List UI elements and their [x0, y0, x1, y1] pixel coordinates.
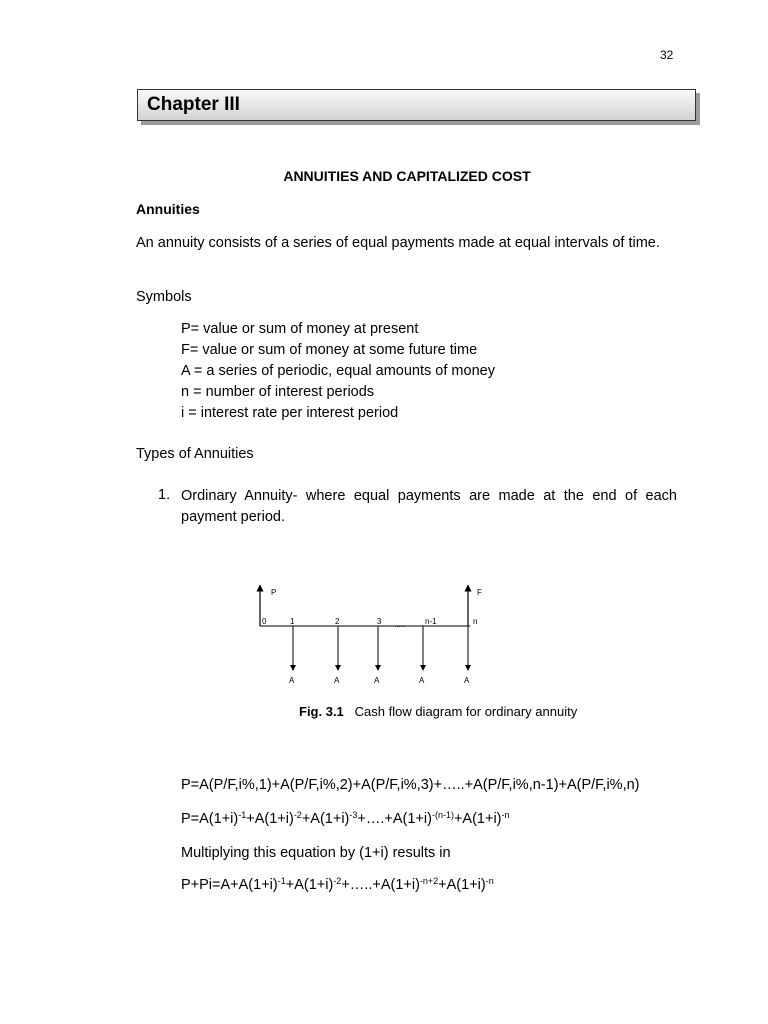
symbol-line: n = number of interest periods — [181, 384, 375, 400]
symbol-line: P= value or sum of money at present — [181, 321, 419, 337]
eq-exponent: -n — [501, 810, 510, 820]
equation-3 — [181, 877, 494, 893]
eq-term: +A(1+i) — [438, 877, 486, 893]
section-title: ANNUITIES AND CAPITALIZED COST — [283, 168, 531, 184]
figure-label: Fig. 3.1 — [299, 704, 344, 719]
period-label: n — [473, 617, 478, 626]
payment-label: A — [334, 676, 340, 685]
eq-term: P+Pi=A+A(1+i) — [181, 877, 278, 893]
symbol-line: A = a series of periodic, equal amounts of money — [181, 363, 495, 379]
equation-1: P=A(P/F,i%,1)+A(P/F,i%,2)+A(P/F,i%,3)+…..+A(P/F,i%,n-1)+A(P/F,i%,n) — [181, 777, 640, 793]
eq-term: +A(1+i) — [453, 811, 502, 827]
figure-caption-text: Cash flow diagram for ordinary annuity — [354, 704, 578, 719]
multiply-text: Multiplying this equation by (1+i) results in — [181, 845, 451, 861]
eq-exponent: -n — [485, 876, 494, 886]
eq-term: +A(1+i) — [285, 877, 334, 893]
list-item-text: Ordinary Annuity- where equal payments are made at the end of each payment period. — [181, 488, 677, 525]
label-p: P — [271, 588, 277, 597]
eq-term: +A(1+i) — [246, 811, 294, 827]
period-label: n-1 — [425, 617, 437, 626]
eq-exponent: -3 — [349, 810, 358, 820]
chapter-title: Chapter III — [147, 94, 240, 115]
equation-2 — [181, 811, 510, 827]
page-number: 32 — [660, 48, 674, 62]
eq-term: +….+A(1+i) — [357, 811, 432, 827]
ellipsis: ..... — [394, 620, 406, 629]
label-f: F — [477, 588, 482, 597]
symbol-line: F= value or sum of money at some future time — [181, 342, 478, 358]
list-item-number: 1. — [158, 487, 171, 503]
definition-paragraph: An annuity consists of a series of equal payments made at equal intervals of time. — [136, 235, 660, 251]
symbol-line: i = interest rate per interest period — [181, 405, 399, 421]
eq-term: +A(1+i) — [301, 811, 350, 827]
period-label: 3 — [377, 617, 382, 626]
types-label: Types of Annuities — [136, 446, 254, 462]
period-label: 0 — [262, 617, 267, 626]
period-label: 2 — [335, 617, 340, 626]
eq-exponent: -1 — [277, 876, 286, 886]
eq-term: P=A(1+i) — [181, 811, 239, 827]
payment-label: A — [464, 676, 470, 685]
payment-label: A — [419, 676, 425, 685]
chapter-header-box — [137, 89, 696, 121]
period-label: 1 — [290, 617, 295, 626]
symbols-label: Symbols — [136, 289, 192, 305]
eq-exponent: -2 — [333, 876, 342, 886]
eq-exponent: -(n-1) — [431, 810, 454, 820]
figure-caption — [299, 704, 577, 719]
eq-term: +…..+A(1+i) — [341, 877, 420, 893]
payment-label: A — [289, 676, 295, 685]
payment-label: A — [374, 676, 380, 685]
eq-exponent: -n+2 — [419, 876, 439, 886]
subheading-annuities: Annuities — [136, 201, 200, 217]
eq-exponent: -1 — [238, 810, 247, 820]
cash-flow-diagram — [250, 580, 510, 690]
eq-exponent: -2 — [293, 810, 302, 820]
